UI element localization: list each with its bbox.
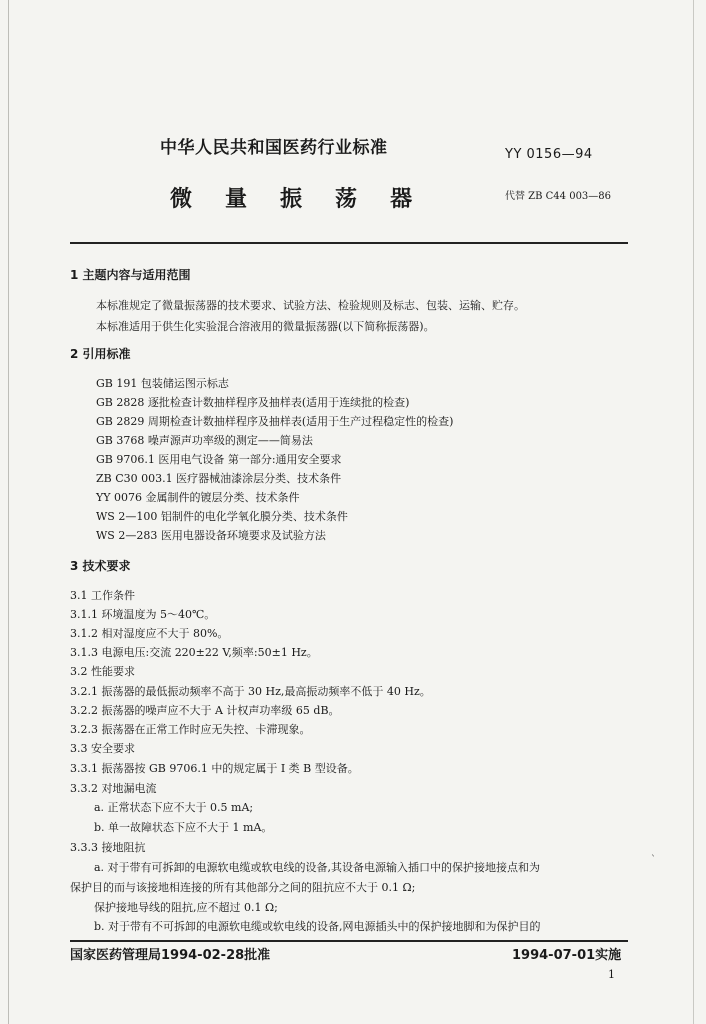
clause-line: 3.2 性能要求 [70,665,135,678]
reference-line: ZB C30 003.1 医疗器械油漆涂层分类、技术条件 [96,472,342,485]
clause-line: 保护目的而与该接地相连接的所有其他部分之间的阻抗应不大于 0.1 Ω; [70,881,416,894]
body-line: 本标准规定了微量振荡器的技术要求、试验方法、检验规则及标志、包装、运输、贮存。 [96,299,525,312]
org-title: 中华人民共和国医药行业标准 [160,138,388,158]
reference-line: YY 0076 金属制件的镀层分类、技术条件 [96,491,300,504]
footer-rule [70,940,628,942]
title-char: 器 [390,187,413,212]
clause-line: 3.3.2 对地漏电流 [70,782,157,795]
header-rule [70,242,628,244]
clause-line: b. 对于带有不可拆卸的电源软电缆或软电线的设备,网电源插头中的保护接地脚和为保护目的 [94,920,541,933]
clause-line: 3.1 工作条件 [70,589,135,602]
effective-date: 1994-07-01实施 [512,948,622,963]
body-line: 本标准适用于供生化实验混合溶液用的微量振荡器(以下简称振荡器)。 [96,320,435,333]
clause-line: 3.1.3 电源电压:交流 220±22 V,频率:50±1 Hz。 [70,646,318,659]
clause-line: 3.1.1 环境温度为 5～40℃。 [70,608,216,621]
standard-code: YY 0156—94 [505,147,593,162]
clause-line: a. 对于带有可拆卸的电源软电缆或软电线的设备,其设备电源输入插口中的保护接地接点和为 [94,861,541,874]
reference-line: GB 2828 逐批检查计数抽样程序及抽样表(适用于连续批的检查) [96,396,410,409]
replaces-note: 代替 ZB C44 003—86 [505,191,612,202]
section-heading: 1 主题内容与适用范围 [70,268,191,282]
clause-line: 3.3.3 接地阻抗 [70,841,146,854]
reference-line: WS 2—100 铝制件的电化学氧化膜分类、技术条件 [96,510,348,523]
scan-edge-right [693,0,694,1024]
clause-line: a. 正常状态下应不大于 0.5 mA; [94,801,254,814]
reference-line: GB 2829 周期检查计数抽样程序及抽样表(适用于生产过程稳定性的检查) [96,415,454,428]
scan-edge-left [8,0,9,1024]
clause-line: 3.2.3 振荡器在正常工作时应无失控、卡滞现象。 [70,723,311,736]
reference-line: GB 191 包装储运图示标志 [96,377,229,390]
title-char: 荡 [335,187,358,212]
approval-note: 国家医药管理局1994-02-28批准 [70,948,271,963]
reference-line: GB 3768 噪声源声功率级的测定——简易法 [96,434,313,447]
title-char: 振 [280,187,303,212]
clause-line: 3.1.2 相对湿度应不大于 80%。 [70,627,229,640]
scan-mark: ` [651,855,656,866]
document-title [170,182,445,213]
clause-line: b. 单一故障状态下应不大于 1 mA。 [94,821,273,834]
title-char: 微 [170,187,193,212]
clause-line: 3.3.1 振荡器按 GB 9706.1 中的规定属于 I 类 B 型设备。 [70,762,359,775]
section-heading: 2 引用标准 [70,347,131,361]
clause-line: 3.2.2 振荡器的噪声应不大于 A 计权声功率级 65 dB。 [70,704,340,717]
clause-line: 3.3 安全要求 [70,742,135,755]
clause-line: 3.2.1 振荡器的最低振动频率不高于 30 Hz,最高振动频率不低于 40 Hz。 [70,685,431,698]
clause-line: 保护接地导线的阻抗,应不超过 0.1 Ω; [94,901,278,914]
section-heading: 3 技术要求 [70,559,131,573]
page-number: 1 [608,968,615,981]
reference-line: WS 2—283 医用电器设备环境要求及试验方法 [96,529,326,542]
title-char: 量 [225,187,248,212]
reference-line: GB 9706.1 医用电气设备 第一部分:通用安全要求 [96,453,342,466]
